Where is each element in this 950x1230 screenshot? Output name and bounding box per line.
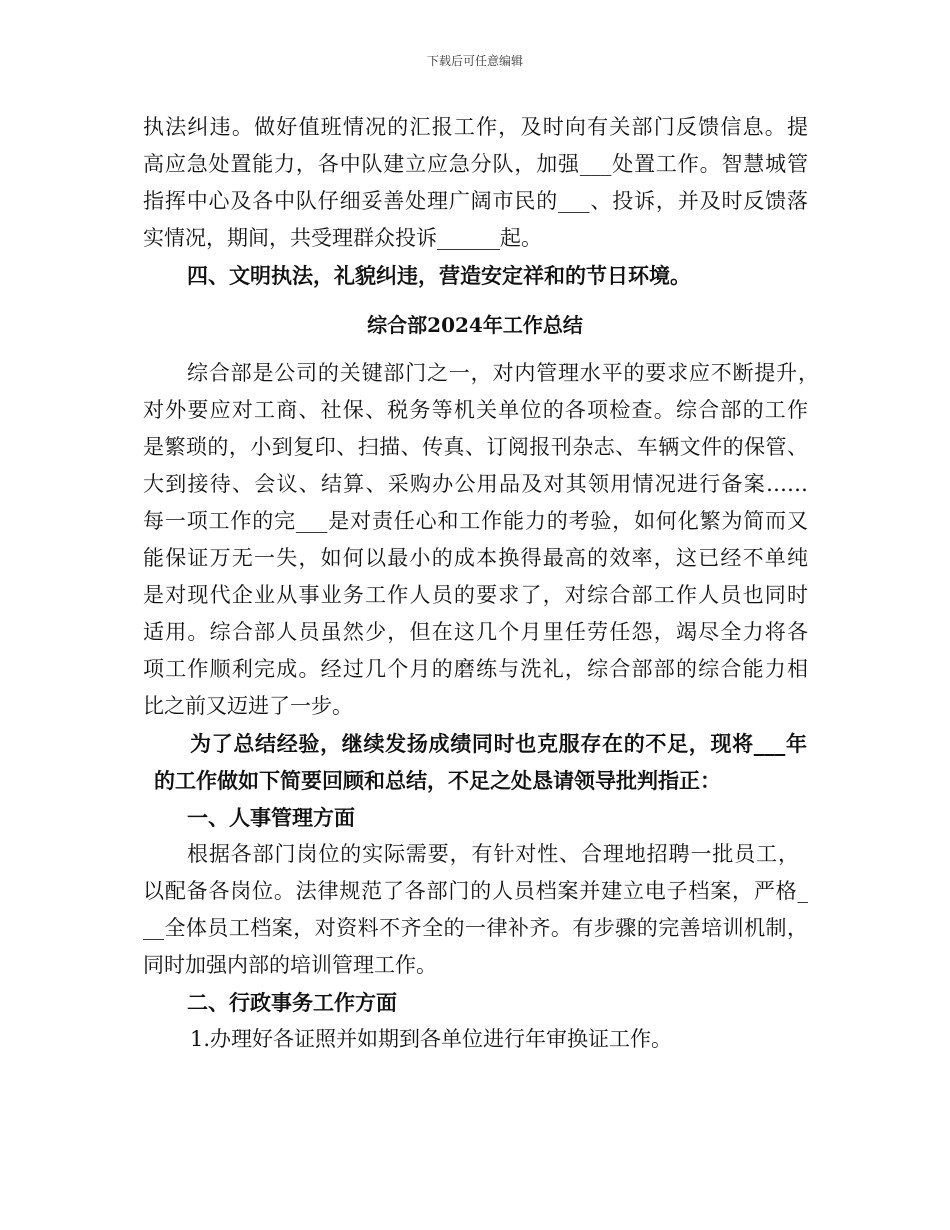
para2-line-4: 大到接待、会议、结算、采购办公用品及对其领用情况进行备案…… <box>143 472 808 496</box>
para1-line-2: 高应急处置能力，各中队建立应急分队，加强___处置工作。智慧城管 <box>143 152 808 176</box>
section1-line-2: 以配备各岗位。法律规范了各部门的人员档案并建立电子档案，严格_ <box>143 879 808 903</box>
para2-line-5: 每一项工作的完___是对责任心和工作能力的考验，如何化繁为简而又 <box>143 509 808 533</box>
para1-line-1: 执法纠违。做好值班情况的汇报工作，及时向有关部门反馈信息。提 <box>143 115 808 139</box>
section-heading-2: 二、行政事务工作方面 <box>187 990 397 1015</box>
section1-line-4: 同时加强内部的培训管理工作。 <box>143 953 437 977</box>
para2-line-1: 综合部是公司的关键部门之一，对内管理水平的要求应不断提升， <box>187 361 819 385</box>
section1-line-3: __全体员工档案，对资料不齐全的一律补齐。有步骤的完善培训机制， <box>143 916 808 940</box>
para2-line-7: 是对现代企业从事业务工作人员的要求了，对综合部工作人员也同时 <box>143 583 808 607</box>
para2-line-10: 比之前又迈进了一步。 <box>143 694 353 718</box>
list-item-1: 1.办理好各证照并如期到各单位进行年审换证工作。 <box>190 1027 673 1051</box>
para1-line-4: 实情况，期间，共受理群众投诉______起。 <box>143 226 542 250</box>
bold-para-line-1: 为了总结经验，继续发扬成绩同时也克服存在的不足，现将___年 <box>190 731 807 756</box>
document-title: 综合部2024年工作总结 <box>367 313 583 337</box>
page-header: 下载后可任意编辑 <box>426 54 523 68</box>
para2-line-8: 适用。综合部人员虽然少，但在这几个月里任劳任怨，竭尽全力将各 <box>143 620 808 644</box>
para2-line-6: 能保证万无一失，如何以最小的成本换得最高的效率，这已经不单纯 <box>143 546 808 570</box>
para2-line-9: 项工作顺利完成。经过几个月的磨练与洗礼，综合部部的综合能力相 <box>143 657 808 681</box>
section-heading-4: 四、文明执法，礼貌纠违，营造安定祥和的节日环境。 <box>187 263 691 288</box>
para2-line-3: 是繁琐的，小到复印、扫描、传真、订阅报刊杂志、车辆文件的保管、 <box>143 435 808 459</box>
bold-para-line-2: 的工作做如下简要回顾和总结，不足之处恳请领导批判指正： <box>154 768 721 793</box>
para1-line-3: 指挥中心及各中队仔细妥善处理广阔市民的___、投诉，并及时反馈落 <box>143 189 808 213</box>
section1-line-1: 根据各部门岗位的实际需要，有针对性、合理地招聘一批员工， <box>187 842 799 866</box>
section-heading-1: 一、人事管理方面 <box>187 805 355 830</box>
para2-line-2: 对外要应对工商、社保、税务等机关单位的各项检查。综合部的工作 <box>143 398 808 422</box>
